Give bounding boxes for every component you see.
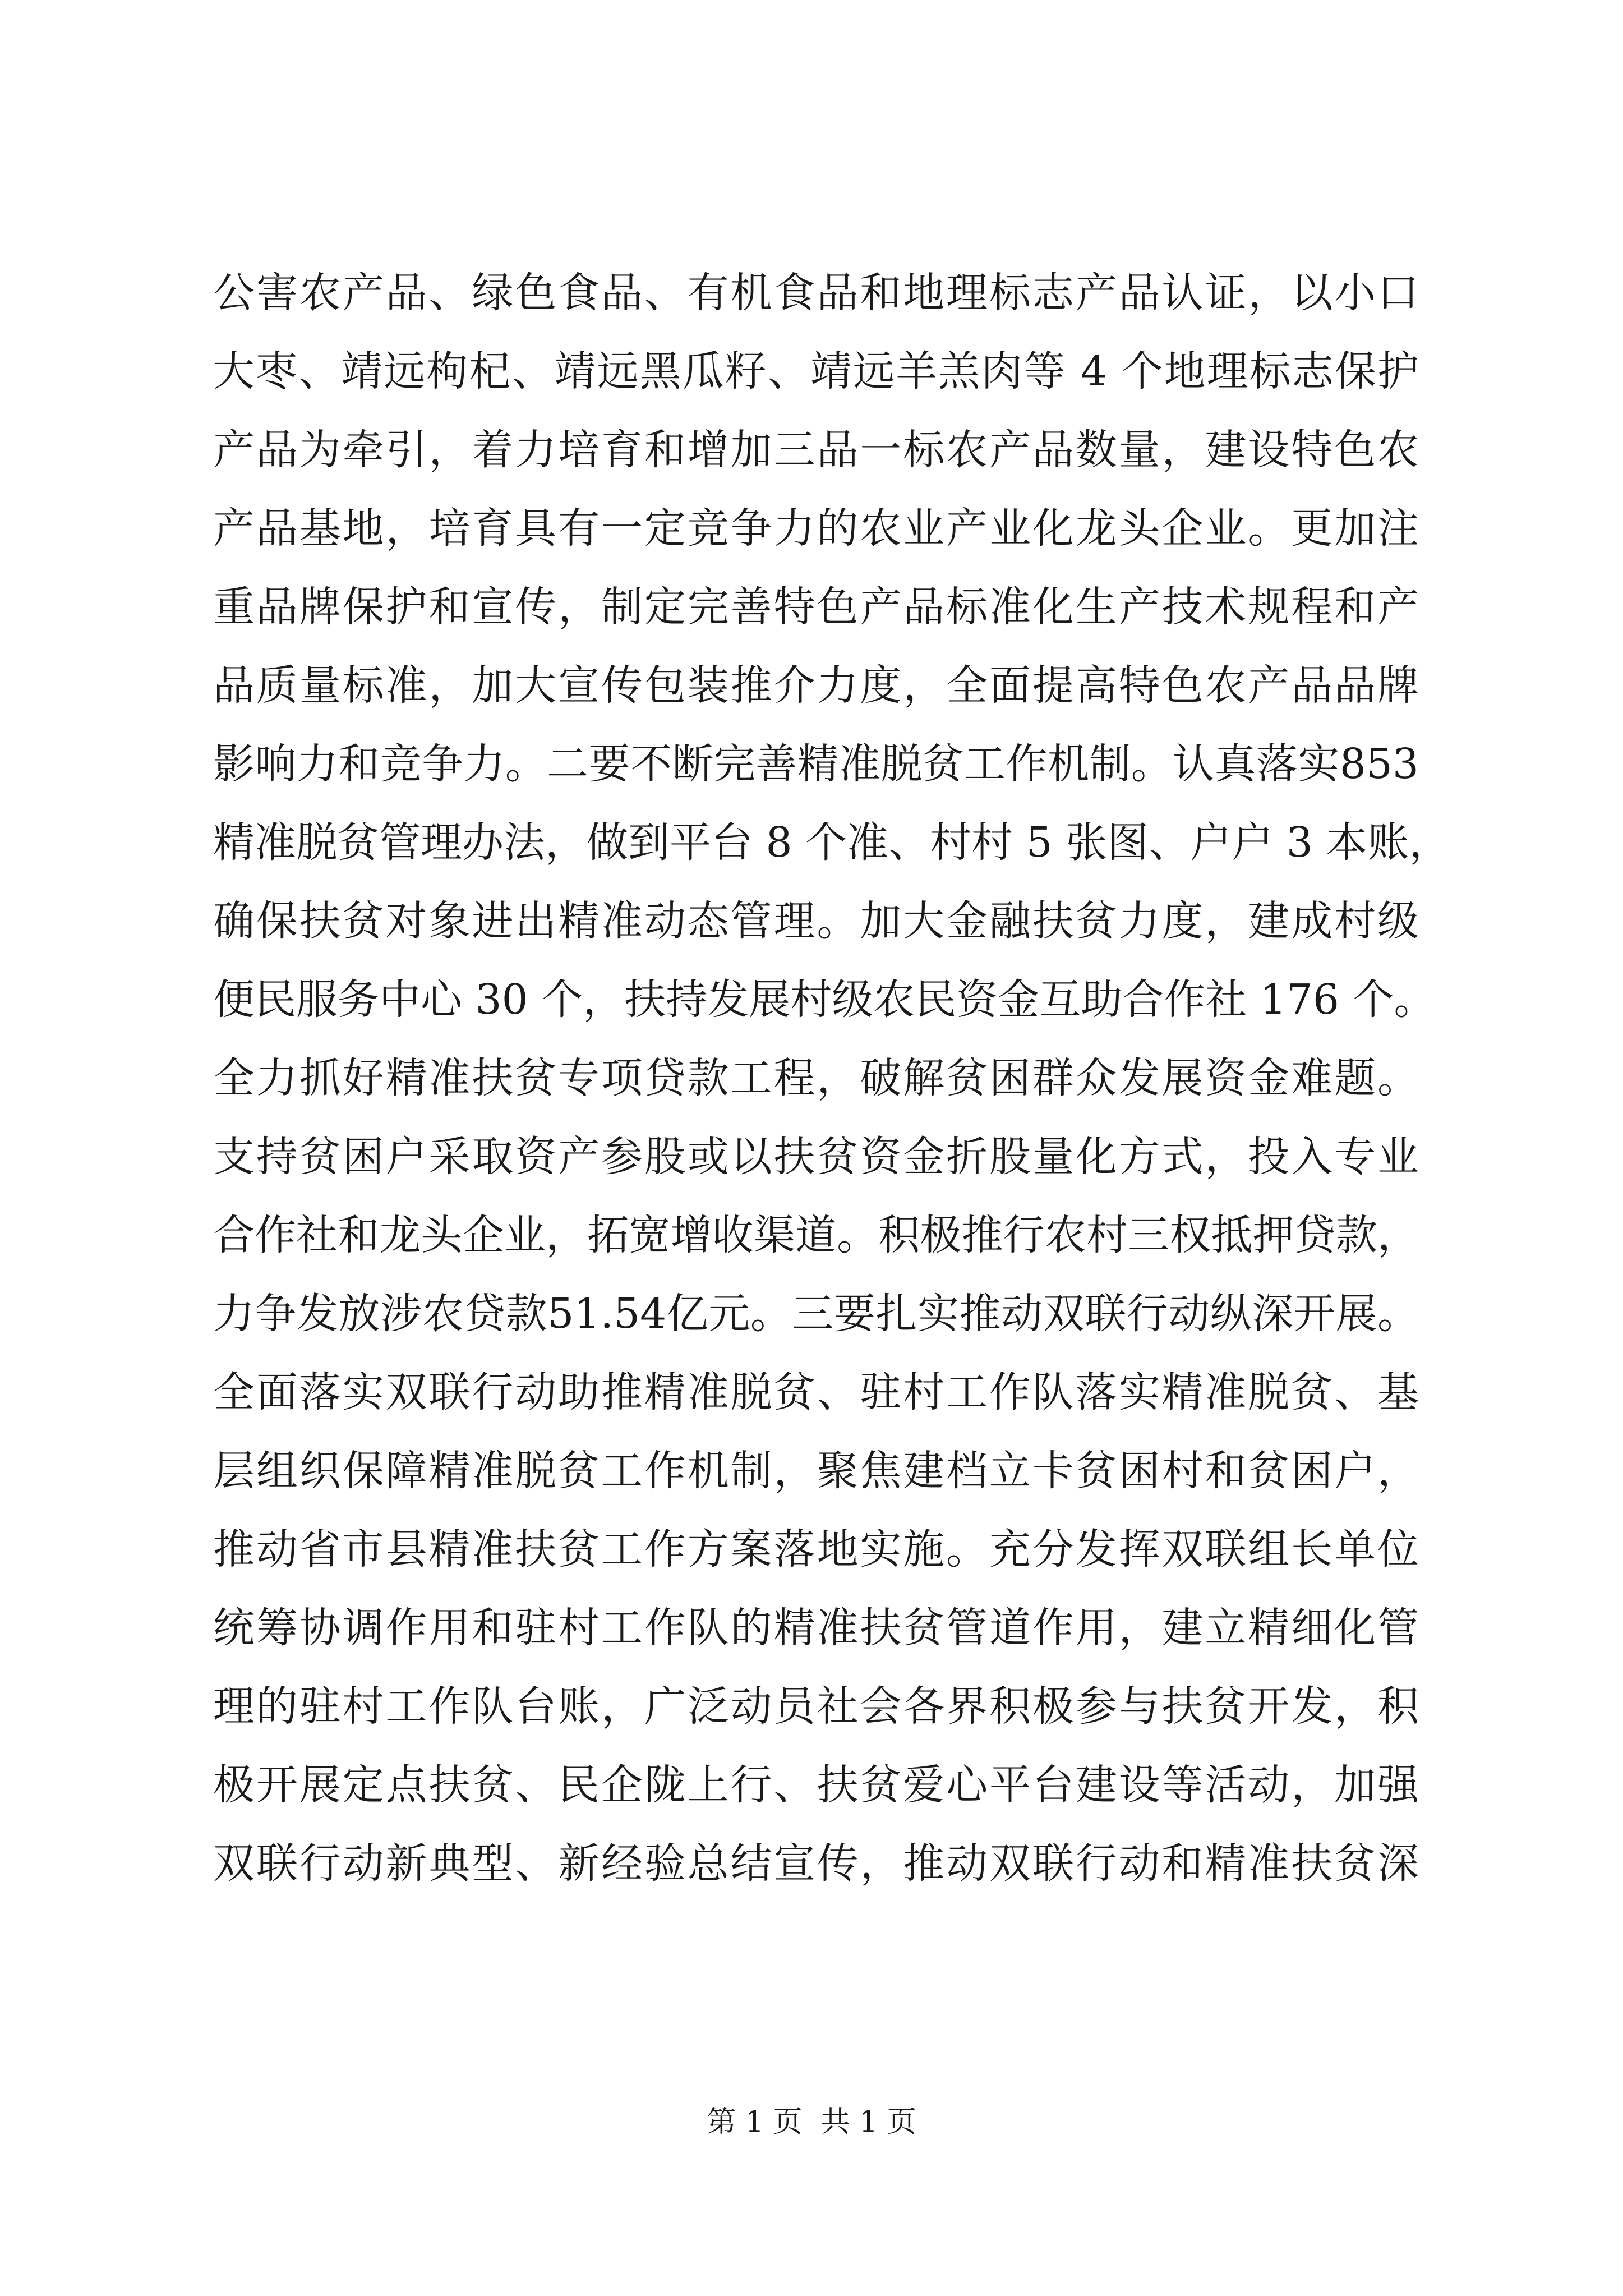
text-line: 全面落实双联行动助推精准脱贫、驻村工作队落实精准脱贫、基 — [213, 1368, 1419, 1416]
text-line: 产品为牵引，着力培育和增加三品一标农产品数量，建设特色农 — [213, 426, 1419, 474]
text-line: 推动省市县精准扶贫工作方案落地实施。充分发挥双联组长单位 — [213, 1525, 1419, 1573]
text-line: 全力抓好精准扶贫专项贷款工程，破解贫困群众发展资金难题。 — [213, 1054, 1419, 1102]
text-line: 确保扶贫对象进出精准动态管理。加大金融扶贫力度，建成村级 — [213, 897, 1419, 945]
text-line: 力争发放涉农贷款51.54亿元。三要扎实推动双联行动纵深开展。 — [213, 1290, 1419, 1338]
text-line: 层组织保障精准脱贫工作机制，聚焦建档立卡贫困村和贫困户， — [213, 1447, 1419, 1495]
page-footer: 第 1 页 共 1 页 — [707, 2105, 916, 2139]
text-line: 支持贫困户采取资产参股或以扶贫资金折股量化方式，投入专业 — [213, 1133, 1419, 1181]
text-line: 便民服务中心 30 个，扶持发展村级农民资金互助合作社 176 个。 — [213, 976, 1436, 1024]
text-line: 理的驻村工作队台账，广泛动员社会各界积极参与扶贫开发，积 — [213, 1682, 1419, 1731]
text-line: 合作社和龙头企业，拓宽增收渠道。积极推行农村三权抵押贷款， — [213, 1211, 1419, 1259]
text-line: 极开展定点扶贫、民企陇上行、扶贫爱心平台建设等活动，加强 — [213, 1761, 1419, 1809]
text-line: 双联行动新典型、新经验总结宣传，推动双联行动和精准扶贫深 — [213, 1839, 1419, 1888]
text-line: 品质量标准，加大宣传包装推介力度，全面提高特色农产品品牌 — [213, 661, 1419, 710]
text-line: 重品牌保护和宣传，制定完善特色产品标准化生产技术规程和产 — [213, 583, 1419, 631]
text-line: 产品基地，培育具有一定竞争力的农业产业化龙头企业。更加注 — [213, 504, 1419, 553]
body-text — [213, 254, 1451, 1903]
text-line: 精准脱贫管理办法，做到平台 8 个准、村村 5 张图、户户 3 本账， — [213, 818, 1451, 867]
text-line: 公害农产品、绿色食品、有机食品和地理标志产品认证，以小口 — [213, 269, 1419, 317]
text-line: 大枣、靖远枸杞、靖远黑瓜籽、靖远羊羔肉等 4 个地理标志保护 — [213, 347, 1419, 395]
text-line: 统筹协调作用和驻村工作队的精准扶贫管道作用，建立精细化管 — [213, 1604, 1419, 1652]
text-line: 影响力和竞争力。二要不断完善精准脱贫工作机制。认真落实853 — [213, 740, 1419, 788]
